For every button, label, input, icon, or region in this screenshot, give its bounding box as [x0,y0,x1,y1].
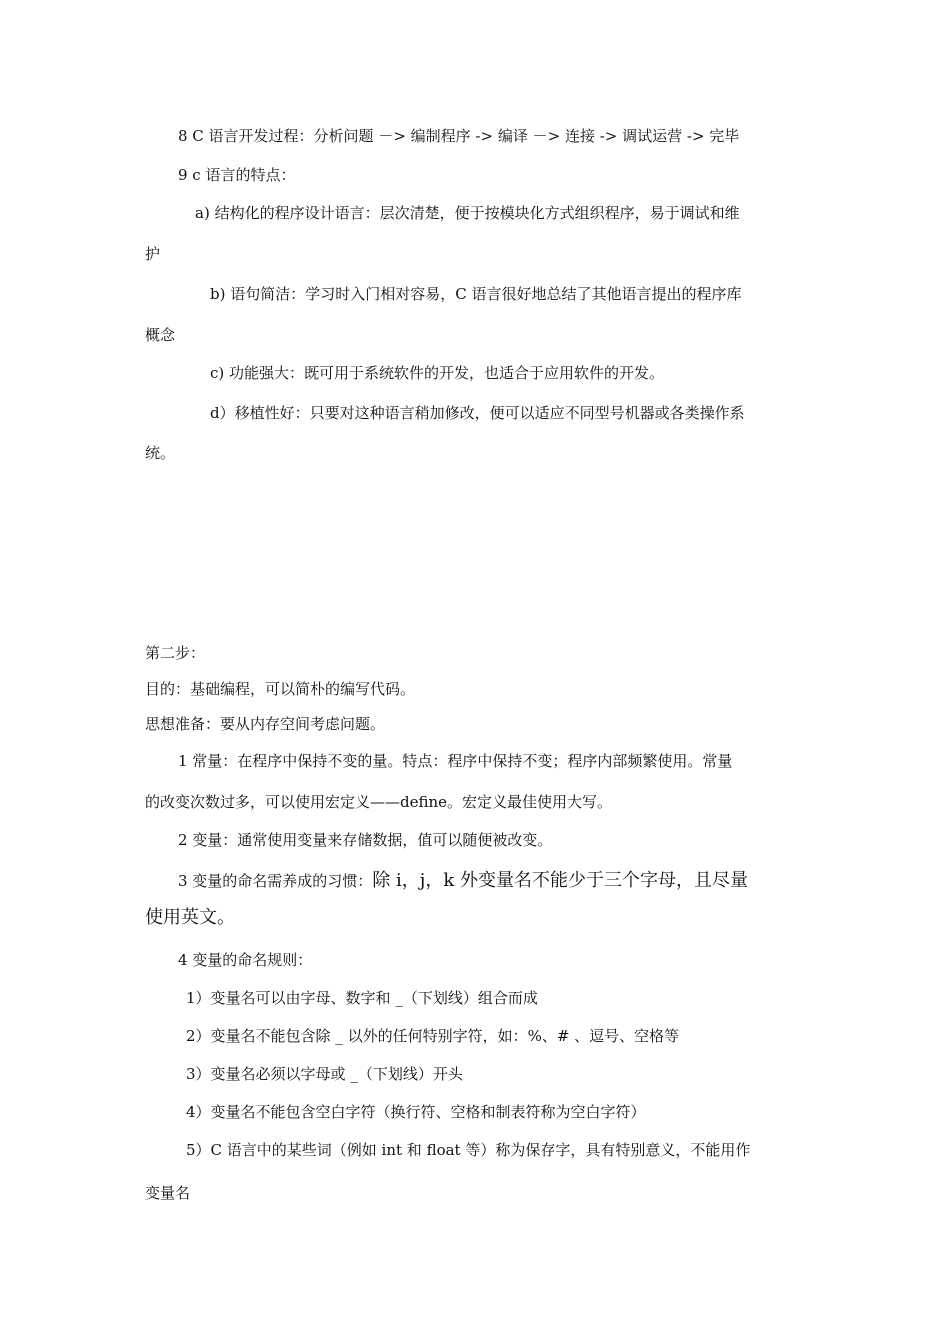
feature-b-line1: b) 语句简洁：学习时入门相对容易，C 语言很好地总结了其他语言提出的程序库 [210,285,742,303]
constant-line1: 1 常量：在程序中保持不变的量。特点：程序中保持不变；程序内部频繁使用。常量 [178,752,733,770]
naming-habit-rest: 除 i，j，k 外变量名不能少于三个字母，且尽量 [372,870,749,891]
naming-habit-line1 [178,869,748,893]
paragraph-dev-process: 8 C 语言开发过程：分析问题 －> 编制程序 -> 编译 －> 连接 -> 调试运营 -> 完毕 [178,127,740,145]
constant-line2: 的改变次数过多，可以使用宏定义——define。宏定义最佳使用大写。 [145,793,613,811]
section2-heading: 第二步： [145,644,206,662]
naming-habit-prefix: 3 变量的命名需养成的习惯： [178,872,373,890]
variable-paragraph: 2 变量：通常使用变量来存储数据，值可以随便被改变。 [178,831,553,849]
paragraph-c-features-heading: 9 c 语言的特点： [178,166,296,184]
feature-d-line1: d）移植性好：只要对这种语言稍加修改，便可以适应不同型号机器或各类操作系 [210,404,745,422]
naming-rule-5-line2: 变量名 [145,1184,191,1202]
naming-rule-item: 2）变量名不能包含除 _ 以外的任何特别字符，如：%、# 、逗号、空格等 [186,1027,680,1045]
feature-c-line1: c) 功能强大：既可用于系统软件的开发，也适合于应用软件的开发。 [210,364,665,382]
feature-a-line2: 护 [145,245,161,263]
naming-rules-heading: 4 变量的命名规则： [178,951,313,969]
section2-mindset: 思想准备：要从内存空间考虑问题。 [145,715,386,733]
feature-b-line2: 概念 [145,326,176,344]
naming-rule-item: 1）变量名可以由字母、数字和 _（下划线）组合而成 [186,989,538,1007]
naming-rule-item: 3）变量名必须以字母或 _（下划线）开头 [186,1065,463,1083]
section2-goal: 目的：基础编程，可以简朴的编写代码。 [145,680,416,698]
feature-d-line2: 统。 [145,444,176,462]
naming-rule-item: 5）C 语言中的某些词（例如 int 和 float 等）称为保存字，具有特别意义，不能用作 [186,1141,751,1159]
naming-habit-line2: 使用英文。 [145,907,235,928]
naming-rule-item: 4）变量名不能包含空白字符（换行符、空格和制表符称为空白字符） [186,1103,646,1121]
feature-a-line1: a) 结构化的程序设计语言：层次清楚，便于按模块化方式组织程序，易于调试和维 [195,204,740,222]
